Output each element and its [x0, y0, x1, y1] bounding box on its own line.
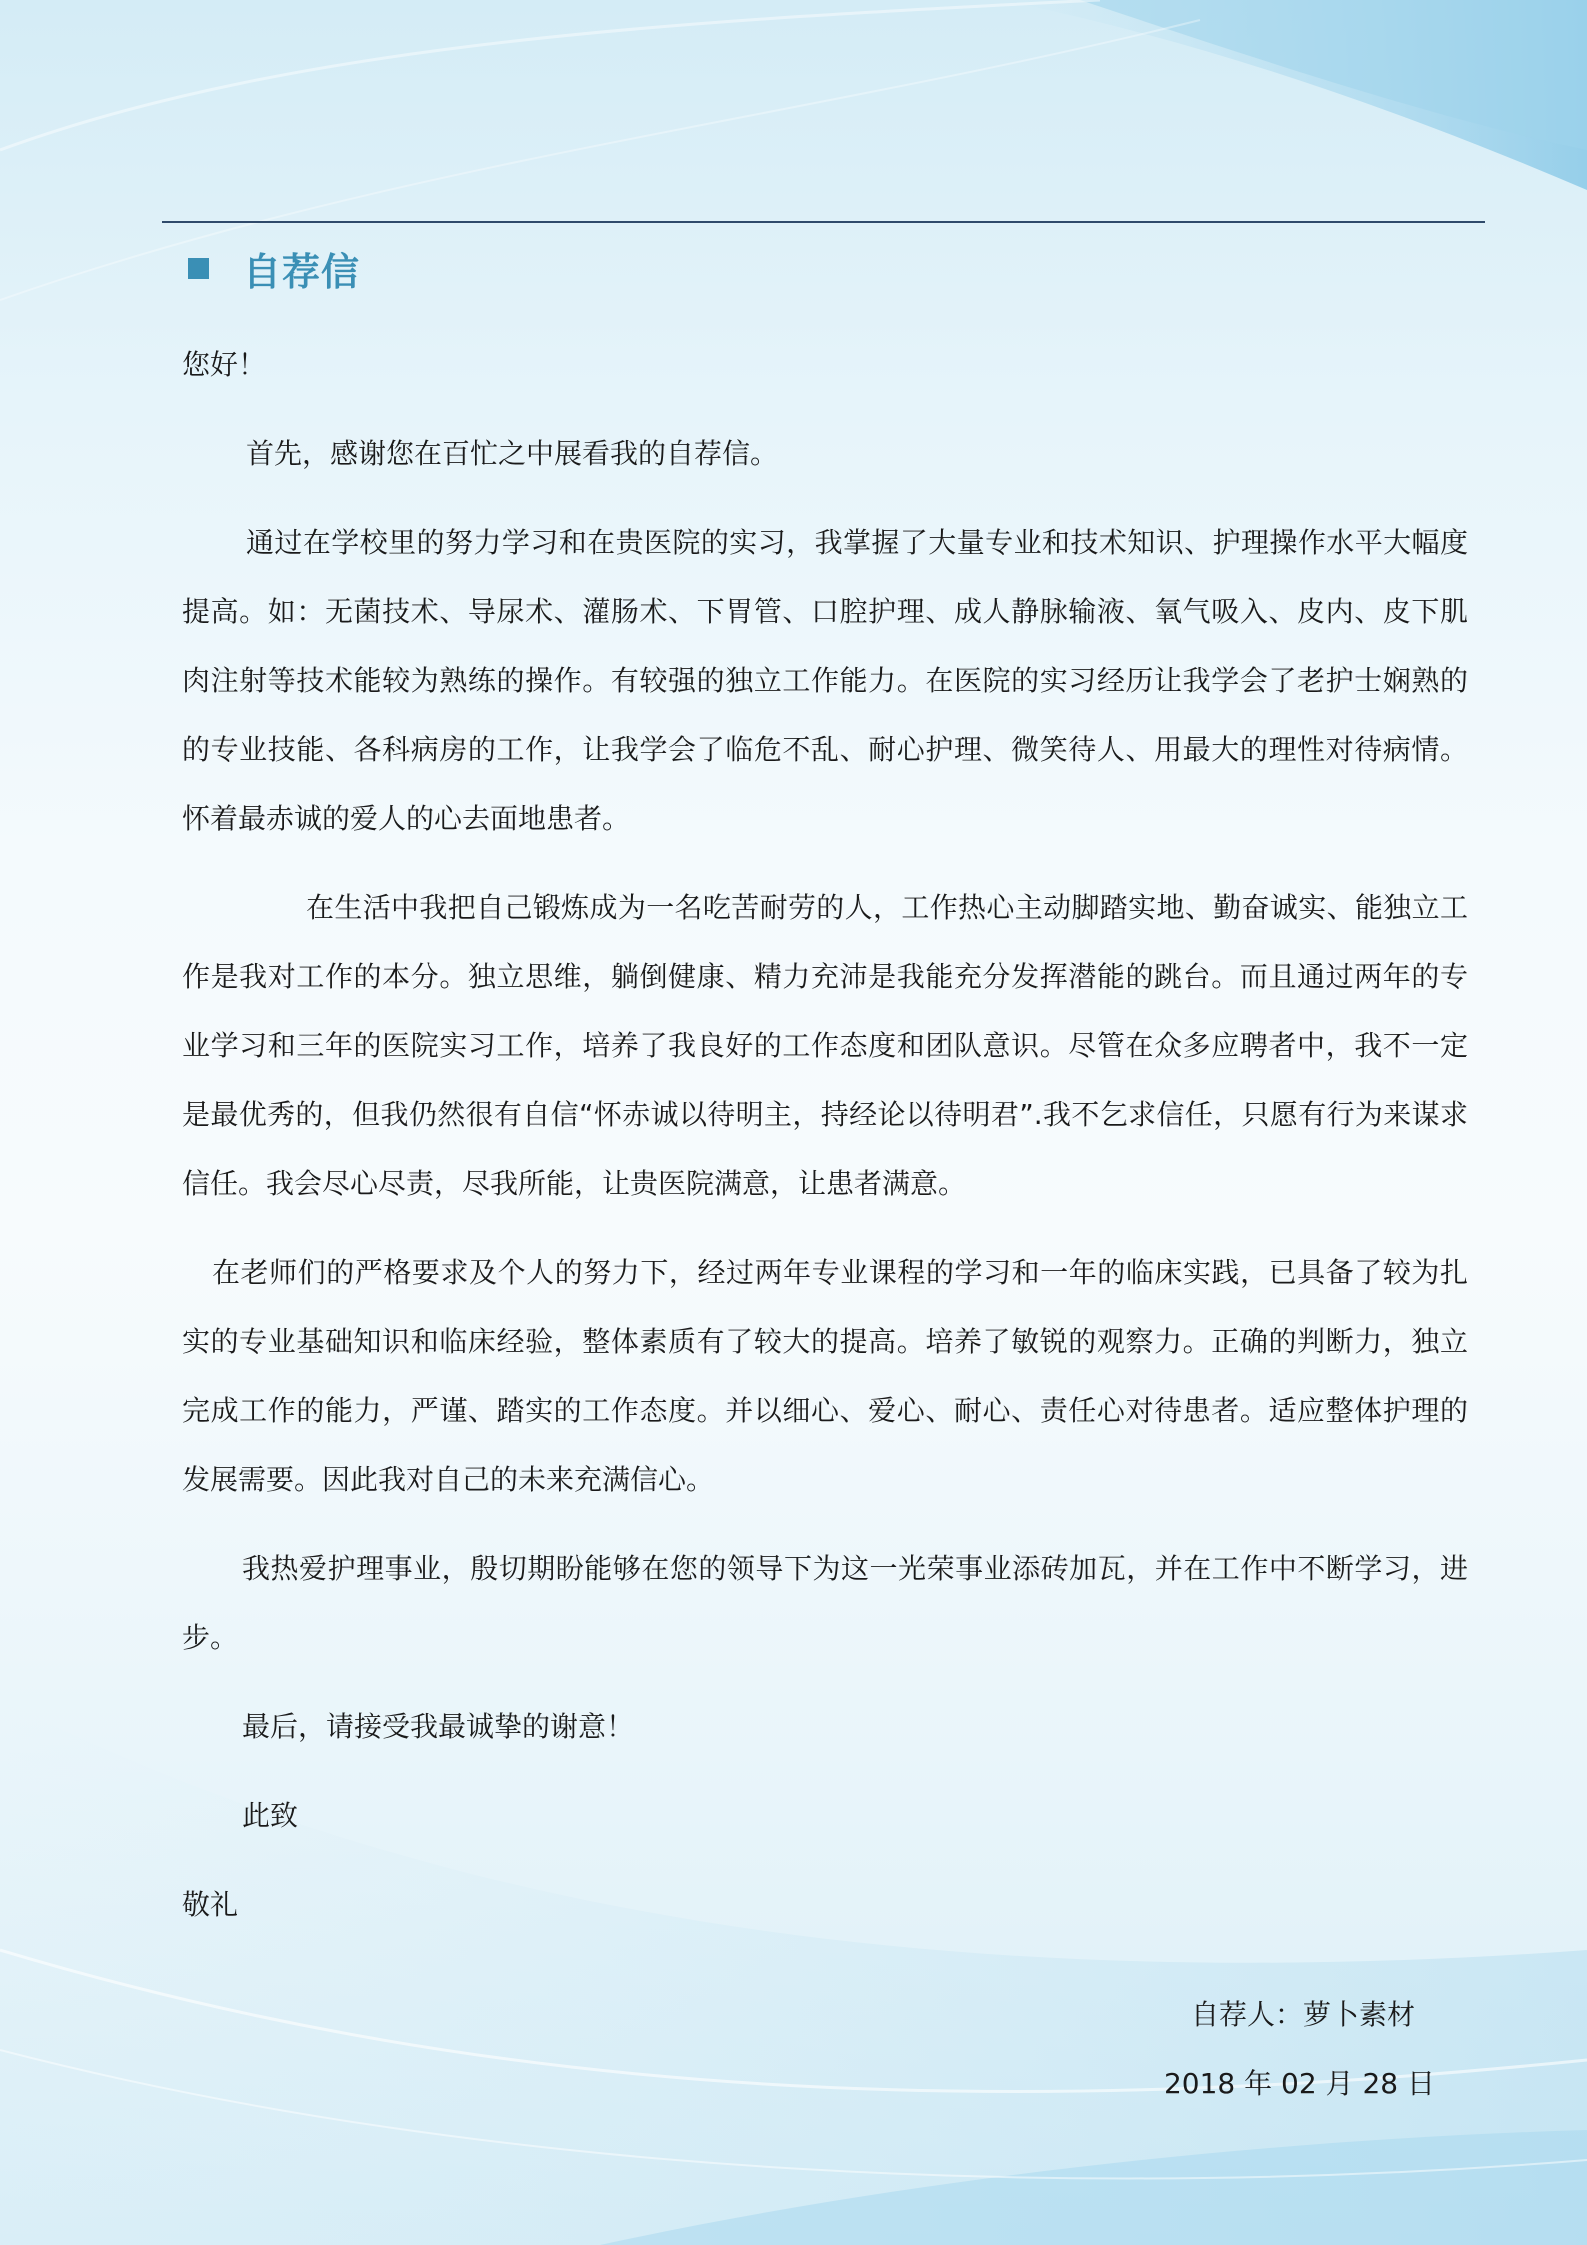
- paragraph-training: 在老师们的严格要求及个人的努力下，经过两年专业课程的学习和一年的临床实践，已具备了较为扎实的专业基础知识和临床经验，整体素质有了较大的提高。培养了敏锐的观察力。正确的判断力，独立完成工作的能力，严谨、踏实的工作态度。并以细心、爱心、耐心、责任心对待患者。适应整体护理的发展需要。因此我对自己的未来充满信心。: [182, 1256, 1468, 1496]
- paragraph-gratitude: 最后，请接受我最诚挚的谢意！: [242, 1710, 635, 1743]
- paragraph-skills: 通过在学校里的努力学习和在贵医院的实习，我掌握了大量专业和技术知识、护理操作水平大幅度提高。如：无菌技术、导尿术、灌肠术、下胃管、口腔护理、成人静脉输液、氧气吸入、皮内、皮下肌肉注射等技术能较为熟练的操作。有较强的独立工作能力。在医院的实习经历让我学会了老护士娴熟的的专业技能、各科病房的工作，让我学会了临危不乱、耐心护理、微笑待人、用最大的理性对待病情。怀着最赤诚的爱人的心去面地患者。: [182, 526, 1468, 835]
- paragraph-aspiration: 我热爱护理事业，殷切期盼能够在您的领导下为这一光荣事业添砖加瓦，并在工作中不断学习，进步。: [182, 1552, 1468, 1654]
- letter-body: [182, 330, 1468, 1959]
- letter-title: 自荐信: [243, 249, 361, 294]
- signature-date: 2018 年 02 月 28 日: [1163, 2067, 1435, 2100]
- closing-cizhi: 此致: [242, 1799, 299, 1832]
- signature-block: [1164, 1980, 1435, 2118]
- letter-heading: [188, 240, 360, 296]
- header-rule: [162, 221, 1485, 223]
- greeting: 您好！: [182, 348, 267, 381]
- square-bullet-icon: [188, 258, 209, 279]
- signature-name: 自荐人：萝卜素材: [1190, 1998, 1415, 2031]
- paragraph-character: 在生活中我把自己锻炼成为一名吃苦耐劳的人，工作热心主动脚踏实地、勤奋诚实、能独立工作是我对工作的本分。独立思维，躺倒健康、精力充沛是我能充分发挥潜能的跳台。而且通过两年的专业学习和三年的医院实习工作，培养了我良好的工作态度和团队意识。尽管在众多应聘者中，我不一定是最优秀的，但我仍然很有自信“怀赤诚以待明主，持经论以待明君”.我不乞求信任，只愿有行为来谋求信任。我会尽心尽责，尽我所能，让贵医院满意，让患者满意。: [182, 891, 1468, 1200]
- paragraph-thanks: 首先，感谢您在百忙之中展看我的自荐信。: [246, 437, 779, 470]
- closing-jingli: 敬礼: [182, 1888, 239, 1921]
